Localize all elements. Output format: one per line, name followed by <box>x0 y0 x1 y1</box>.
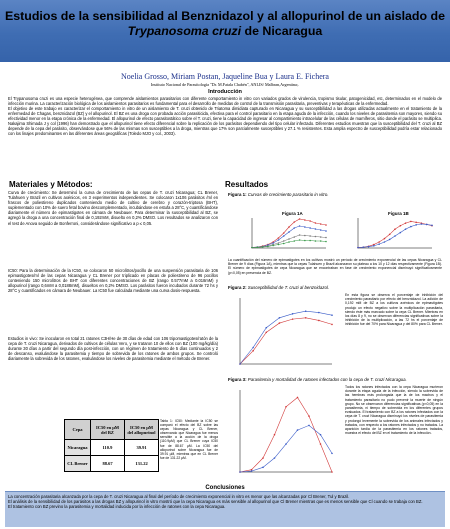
data-point <box>394 228 396 230</box>
data-point <box>399 232 401 234</box>
table-cell-bz: 88.67 <box>91 456 125 472</box>
series-line <box>240 311 332 364</box>
figure-1-text: La cuantificación del número de epimastigotes en los cultivos mostró un período de crecimiento exponencial de las cepas Nicaragua y CL Brener de 9 días (Figura 1A), mientras que la cepas Tulahuen y Brazil alcanzaron su plateau a los 10 y 12 días respectivamente (Figura 1B). El número de epimastigotes de cepa Nicaragua que se encontraban en fase de crecimiento exponencial disminuyó significativamente (p<0,05) en presencia de BZ. <box>228 258 442 275</box>
data-point <box>320 229 322 231</box>
data-point <box>362 246 364 248</box>
data-point <box>299 218 301 220</box>
data-point <box>251 470 253 472</box>
figure-1a-title: Figura 1A <box>282 211 303 216</box>
data-point <box>373 245 375 247</box>
data-point <box>262 457 264 459</box>
data-point <box>283 232 285 234</box>
data-point <box>274 434 276 436</box>
data-point <box>274 457 276 459</box>
data-point <box>292 313 294 315</box>
data-point <box>278 239 280 241</box>
data-point <box>308 425 310 427</box>
data-point <box>315 222 317 224</box>
data-point <box>285 443 287 445</box>
conclusions-text <box>8 494 442 509</box>
data-point <box>288 226 290 228</box>
institution: Instituto Nacional de Parasitología "Dr. M.Fatala Chabén", ANLIS/ Malbran,Argentina;. <box>150 82 300 87</box>
data-point <box>283 235 285 237</box>
data-point <box>283 243 285 245</box>
data-point <box>288 238 290 240</box>
data-point <box>272 245 274 247</box>
data-point <box>389 233 391 235</box>
figure-1-label: Figura 1: Curvas de crecimiento parasitario in vitro. <box>228 192 329 197</box>
intro-paragraph-1: El Trypanosoma cruzi es una especie heterogénea, que comprende aislamientos parasitarios con diferente comportamiento in vitro con variados grados de virulencia, tropismo tisular, patogenicidad, etc, determinados en el modelo de infección murina. La caracterización biológica de los aislamientos parasitarios es fundamental para el desarrollo de medidas de control de la transmisión parasitaria, preventivas y terapéuticas de la enfermedad. <box>8 96 442 107</box>
data-point <box>265 332 267 334</box>
data-point <box>309 235 311 237</box>
intro-paragraph-2: El objetivo de este trabajo es caracterizar el comportamiento in vitro de un aislamiento de T. cruzi obtenido de Triatoma dimidiata capturado en Nicaragua y su susceptibilidad a las drogas utilizadas actualmente en el tratamiento de la enfermedad de Chagas, benznidazol (BZ) y el allopurinol. El BZ es una droga con probada acción parasiticida, efectiva para el control parasitario en la etapa aguda de la infección, cuando los niveles de parasitemia son mayores, siendo su efectividad menor en la etapa crónica de la enfermedad. El allopurinol de efecto parasitostático sobre el T. cruzi, tiene la capacidad de ingresar al compartimiento intracelular de las células de mamíferos, sitio donde el parásito se multiplica. Nakajima Shimada J y col (1996) han demostrado que el allopurinol tiene efecto diferencial sobre la replicación de los parásitos dependiendo del tipo celular infectado. Diferentes estudios muestran que la susceptibilidad del T. cruzi al BZ depende de la cepa del parásito, observándose que 56% de las mismas son susceptibles a la droga, mientras que 17% son parcialmente susceptibles y 27.1 % resistentes. Esta amplia espectro de susceptibilidad podría estar relacionado con los linajes predominantes en las diferentes áreas geográficas (Toledo MJO y col., 2003). <box>8 106 442 137</box>
data-point <box>309 240 311 242</box>
data-point <box>279 317 281 319</box>
poster-title <box>4 9 446 39</box>
title-line-2: Trypanosoma cruzi de Nicaragua <box>127 24 323 38</box>
methods-in-vivo: Estudios in vivo: Se inocularon en total 21 ratones C3H/He de 30 días de edad con 106 tripomastigotes/ratón de la cepa de T. cruzi Nicaragua, derivados de cultivos de células Vero, y se trataron 10 de ellos con BZ (100 mg/kg/día) durante 30 días a partir del segundo día post-infección, con un régimen de tratamiento de 5 días continuados y 2 de descanso, evaluándose la parasitemia y tiempo de sobrevida de los ratones de ambos grupos. Se controló diariamente la sobrevida de los ratones, evaluándose los niveles de parasitemia mediante el método de Brener. <box>8 336 218 362</box>
data-point <box>278 244 280 246</box>
data-point <box>384 238 386 240</box>
data-point <box>325 241 327 243</box>
results-heading: Resultados <box>225 180 269 189</box>
data-point <box>278 242 280 244</box>
conclusion-2: El análisis de la sensibilidad de los parásitos a las drogas BZ y allopurinol in vitro mostró que la cepa Nicaragua es más sensible al allopurinol que Cl Brener mientras que es menos sensible que Cl cuando se trabaja con BZ. <box>8 499 423 505</box>
figure-1b-plot <box>357 218 433 248</box>
ic50-table <box>64 419 159 472</box>
figure-3-plot <box>239 390 333 473</box>
table-header-cell: Cepa <box>65 420 91 440</box>
table-cell-bz: 110.9 <box>91 440 125 456</box>
data-point <box>262 467 264 469</box>
data-point <box>389 239 391 241</box>
figure-2-text: En esta figura se observa el porcentaje de inhibición del crecimiento parasitario por efecto del benznidazol. La adición de 0,192 mM de BZ a los cultivos axénicos de epimastigotes produjo un efecto negativo sobre la multiplicación parasitaria, siendo éste más marcado sobre la cepa CL Brener. Mientras en los días 8 y 9, no se observan diferencias significativas sobre la inhibición de la multiplicación, a las 72 hs el porcentaje de inhibición fue del 70% para Nicaragua y del 80% para CL Brener. <box>345 293 443 327</box>
figure-1-panel <box>230 200 442 252</box>
data-point <box>299 234 301 236</box>
data-point <box>318 312 320 314</box>
data-point <box>325 237 327 239</box>
data-point <box>384 241 386 243</box>
data-point <box>239 363 241 365</box>
data-point <box>421 223 423 225</box>
data-point <box>297 429 299 431</box>
conclusions-heading: Conclusiones <box>205 485 245 491</box>
data-point <box>399 225 401 227</box>
data-point <box>267 246 269 248</box>
series-line <box>240 425 332 472</box>
data-point <box>394 235 396 237</box>
table-cell-cepa: Nicaragua <box>65 440 91 456</box>
data-point <box>410 221 412 223</box>
table-header-cell: IC50 en µM del BZ <box>91 420 125 440</box>
series-line <box>240 397 332 472</box>
methods-ic50: IC50: Para la determinación de la IC50, se colocaron 50 microlitros/pocillo de una suspensión parasitaria de 106 epimastigotes/ml de las cepas Nicaragua y CL Brener por triplicado en placas de poliestireno de 96 pocillos conteniendo 150 microlitros de BHT con diferentes concentraciones de BZ (rango 0.577mM a 0.018mM) y allopurinol (rango 0,6mM a 0,0188mM), disueltos en 0,2% DMSO. Los parásitos fueron incubados durante 72 hs y 28°C y cuantificados en cámara de Neubauer. La IC50 fue calculada mediante una curva dosis-respuesta. <box>8 268 218 294</box>
table-cell-allo: 39.91 <box>125 440 159 456</box>
data-point <box>405 228 407 230</box>
data-point <box>256 247 258 249</box>
data-point <box>320 434 322 436</box>
data-point <box>315 240 317 242</box>
data-point <box>309 220 311 222</box>
figure-3-text: Todos los ratones infectados con la cepa Nicaragua murieron durante la etapa aguda de la infección, siendo la sobrevida de las hembras más prolongada que la de los machos y el tratamiento parasitario no pudo prevenir la muerte de ningún grupo. No se observaron diferencias significativas (p<0,05) en la parasitemia, ni tiempo de sobrevida en los diferentes grupos evaluados. El tratamiento con BZ a los ratones infectados con la cepa de T. cruzi Nicaragua disminuyó los niveles de parasitemia y prolongó levemente la sobrevida de los animales infectados y tratados, con respecto a los ratones infectados y no tratados. La aparición tardía de la parasitemia en los ratones tratados, muestra el efecto del BZ en el tratamiento de la infección. <box>345 385 443 436</box>
data-point <box>315 228 317 230</box>
data-point <box>320 236 322 238</box>
table-header-row <box>65 420 159 440</box>
table-cell-cepa: CL Brener <box>65 456 91 472</box>
table-row <box>65 440 159 456</box>
data-point <box>299 239 301 241</box>
figure-2-plot <box>239 298 333 365</box>
methods-heading: Materiales y Métodos: <box>9 180 93 189</box>
intro-heading: Introducción <box>208 89 242 95</box>
data-point <box>325 230 327 232</box>
data-point <box>299 225 301 227</box>
figure-3-panel <box>228 384 338 480</box>
data-point <box>292 318 294 320</box>
data-point <box>304 240 306 242</box>
table-header-cell: IC50 en µM del allopurinol <box>125 420 159 440</box>
data-point <box>293 227 295 229</box>
data-point <box>426 224 428 226</box>
data-point <box>331 314 333 316</box>
data-point <box>410 226 412 228</box>
data-point <box>368 246 370 248</box>
data-point <box>293 221 295 223</box>
data-point <box>320 223 322 225</box>
data-point <box>293 240 295 242</box>
figure-1a-plot <box>251 218 327 248</box>
data-point <box>251 247 253 249</box>
data-point <box>308 415 310 417</box>
table-cell-allo: 131.22 <box>125 456 159 472</box>
conclusion-3: El tratamiento con BZ previno la parasitemia y mortalidad inducida por la infección de ratones con la cepa Nicaragua. <box>8 504 226 510</box>
data-point <box>285 406 287 408</box>
authors: Noelia Grosso, Miriam Postan, Jaqueline Bua y Laura E. Fichera <box>121 72 329 81</box>
title-line-1: Estudios de la sensibilidad al Benznidazol y al allopurinol de un aislado de <box>5 9 445 23</box>
data-point <box>405 222 407 224</box>
data-point <box>431 224 433 226</box>
data-point <box>331 471 333 473</box>
data-point <box>304 235 306 237</box>
data-point <box>278 237 280 239</box>
data-point <box>309 227 311 229</box>
data-point <box>297 397 299 399</box>
table-row <box>65 456 159 472</box>
data-point <box>293 236 295 238</box>
data-point <box>239 471 241 473</box>
data-point <box>265 327 267 329</box>
data-point <box>283 240 285 242</box>
data-point <box>415 224 417 226</box>
data-point <box>378 243 380 245</box>
series-line <box>358 221 432 247</box>
data-point <box>305 310 307 312</box>
data-point <box>251 469 253 471</box>
figure-3-label: Figura 3: Parasitemia y mortalidad de ratones infectados con la cepa de T. cruzi Nicaragua. <box>228 377 407 382</box>
data-point <box>262 246 264 248</box>
data-point <box>305 317 307 319</box>
data-point <box>320 240 322 242</box>
data-point <box>331 453 333 455</box>
data-point <box>288 241 290 243</box>
figure-2-panel <box>228 292 338 372</box>
data-point <box>315 236 317 238</box>
conclusion-1: La concentración parasitaria alcanzada por la cepa de T. cruzi Nicaragua al final del período de crecimiento exponencial in vitro es menor que las alcanzadas por Cl Brener, Tul y Brazil. <box>8 494 350 499</box>
data-point <box>325 224 327 226</box>
data-point <box>288 231 290 233</box>
data-point <box>331 324 333 326</box>
data-point <box>415 221 417 223</box>
data-point <box>318 320 320 322</box>
table-note: Tabla 1: IC50: Mediante la IC50 se comparó el efecto del BZ sobre las cepas Nicaragua y CL Brener, observando que Nicaragua fue menos sensible a la acción de la droga (110.9µM) que CL Brener cuya IC50 fue de 88.67 µM. La IC50 del allopurinol sobre Nicaragua fue de 39.91 µM, mientras que en CL Brener fue de 131.22 µM. <box>160 419 218 460</box>
data-point <box>378 241 380 243</box>
species-name: Trypanosoma cruzi <box>127 24 242 38</box>
data-point <box>279 322 281 324</box>
series-line <box>240 318 332 364</box>
figure-2-label: Figura 2: Susceptibilidad de T. cruzi al benznidazol. <box>228 285 330 290</box>
data-point <box>320 443 322 445</box>
data-point <box>304 219 306 221</box>
data-point <box>252 350 254 352</box>
data-point <box>252 347 254 349</box>
data-point <box>304 226 306 228</box>
data-point <box>357 247 359 249</box>
methods-growth-curve: Curva de crecimiento: Se determinó la curva de crecimiento de las cepas de T. cruzi Nicaragua; CL Brener, Tulahuen y Brazil en cultivos axénicos, en 3 experimentos independientes. Se colocaron 1x106 parásitos /ml en frascos de poliestireno duplicados conteniendo medio de cultivo de cerebro y corazón-triptosa (BHT), suplementado con 10% de suero fetal bovino descomplementado, incubándose en estufa a 28°C, y cuantificándose diariamente el número de epimastigotes en cámara de Neubauer. Para determinar la susceptibilidad al BZ, se agregó la droga a una concentración final de 0,192mM, disuelto en 0,2% DMSO. Los resultados se analizaron con el test de Anova seguido de Bonferroni, considerándose significativo a p ≤ 0,05. <box>8 190 218 226</box>
data-point <box>272 242 274 244</box>
intro-text <box>8 96 442 136</box>
figure-1b-title: Figura 1B <box>388 211 409 216</box>
